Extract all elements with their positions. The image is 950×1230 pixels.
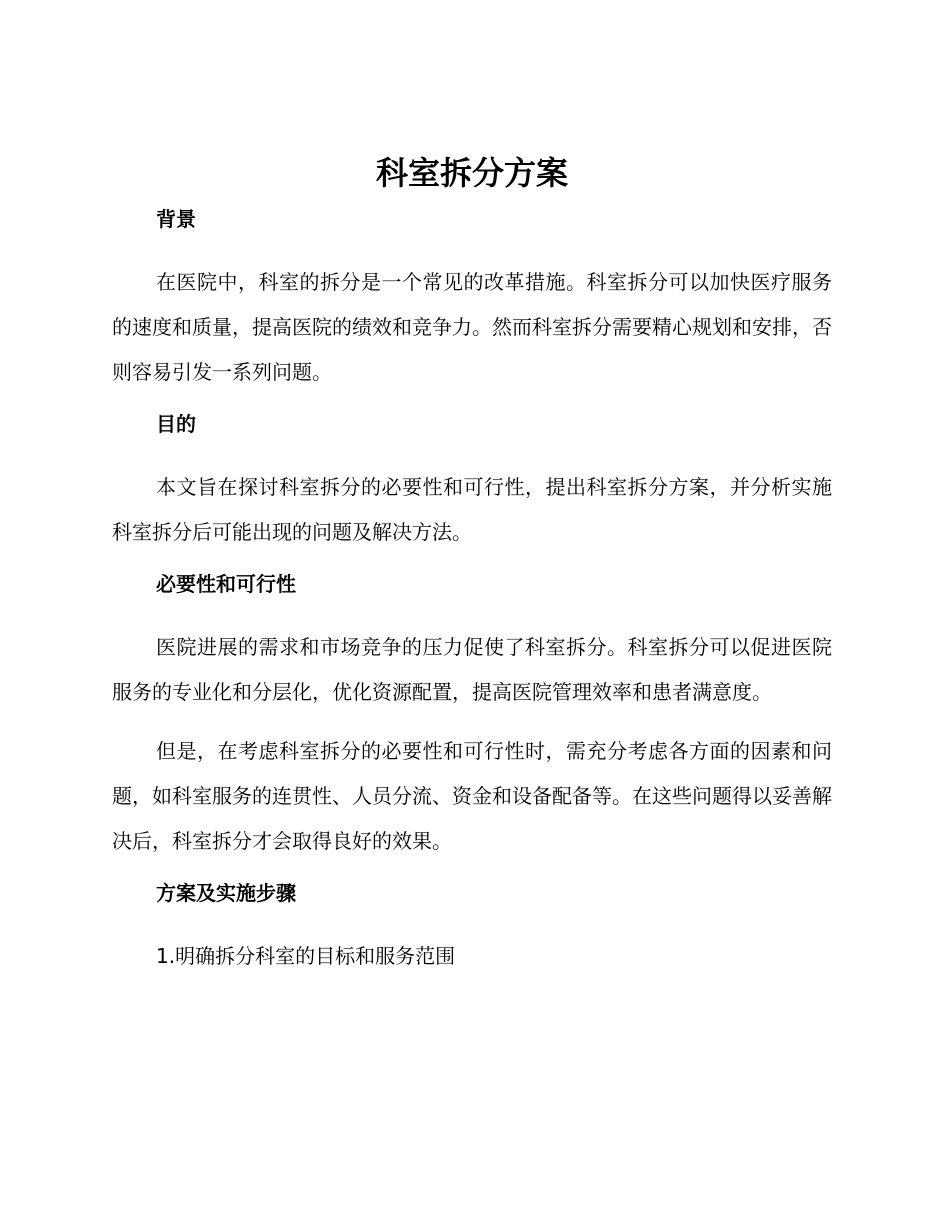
section-heading-purpose: 目的	[156, 412, 196, 436]
section-heading-plan: 方案及实施步骤	[156, 881, 296, 905]
paragraph-necessity-2: 但是，在考虑科室拆分的必要性和可行性时，需充分考虑各方面的因素和问题，如科室服务的连贯性、人员分流、资金和设备配备等。在这些问题得以妥善解决后，科室拆分才会取得良好的效果。	[112, 739, 832, 853]
paragraph-plan-step-1: 1.明确拆分科室的目标和服务范围	[156, 944, 456, 968]
section-heading-background: 背景	[156, 207, 196, 231]
paragraph-purpose: 本文旨在探讨科室拆分的必要性和可行性，提出科室拆分方案，并分析实施科室拆分后可能出现的问题及解决方法。	[112, 475, 832, 544]
document-page	[112, 150, 832, 979]
section-heading-necessity: 必要性和可行性	[156, 572, 296, 596]
paragraph-necessity-1: 医院进展的需求和市场竞争的压力促使了科室拆分。科室拆分可以促进医院服务的专业化和分层化，优化资源配置，提高医院管理效率和患者满意度。	[112, 635, 832, 704]
paragraph-background: 在医院中，科室的拆分是一个常见的改革措施。科室拆分可以加快医疗服务的速度和质量，提高医院的绩效和竞争力。然而科室拆分需要精心规划和安排，否则容易引发一系列问题。	[112, 270, 832, 384]
document-title: 科室拆分方案	[375, 154, 568, 192]
